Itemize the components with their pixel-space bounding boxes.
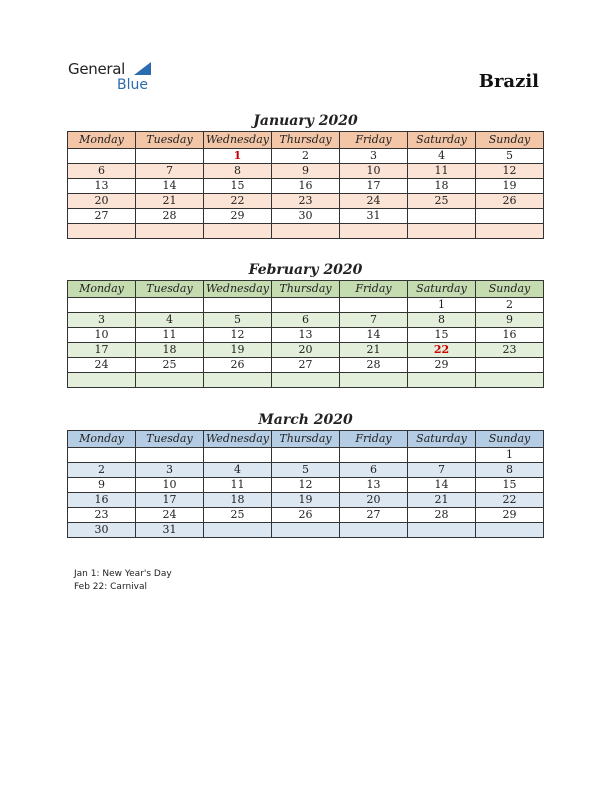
day-cell: 6	[272, 313, 340, 328]
empty-day-cell	[204, 373, 272, 388]
weekday-header: Thursday	[272, 281, 340, 298]
weekday-header: Wednesday	[204, 132, 272, 149]
week-row	[68, 179, 544, 194]
day-cell: 3	[136, 463, 204, 478]
empty-day-cell	[408, 448, 476, 463]
day-cell: 14	[408, 478, 476, 493]
week-row	[68, 224, 544, 239]
day-cell: 31	[340, 209, 408, 224]
empty-day-cell	[476, 523, 544, 538]
day-cell: 17	[136, 493, 204, 508]
day-cell: 10	[68, 328, 136, 343]
day-cell: 10	[136, 478, 204, 493]
day-cell: 18	[408, 179, 476, 194]
month-january	[67, 111, 544, 239]
day-cell: 31	[136, 523, 204, 538]
weekday-header: Friday	[340, 281, 408, 298]
day-cell: 15	[408, 328, 476, 343]
day-cell: 17	[340, 179, 408, 194]
holiday-day-cell: 22	[408, 343, 476, 358]
week-row	[68, 508, 544, 523]
day-cell: 18	[136, 343, 204, 358]
empty-day-cell	[68, 224, 136, 239]
weekday-header: Saturday	[408, 132, 476, 149]
day-cell: 24	[68, 358, 136, 373]
empty-day-cell	[204, 523, 272, 538]
country-title: Brazil	[478, 71, 539, 92]
empty-day-cell	[68, 149, 136, 164]
day-cell: 22	[476, 493, 544, 508]
day-cell: 6	[340, 463, 408, 478]
day-cell: 25	[136, 358, 204, 373]
day-cell: 5	[476, 149, 544, 164]
empty-day-cell	[340, 373, 408, 388]
day-cell: 8	[204, 164, 272, 179]
day-cell: 5	[204, 313, 272, 328]
day-cell: 23	[476, 343, 544, 358]
day-cell: 12	[204, 328, 272, 343]
weekday-header: Monday	[68, 281, 136, 298]
day-cell: 1	[408, 298, 476, 313]
day-cell: 4	[204, 463, 272, 478]
empty-day-cell	[272, 298, 340, 313]
calendar-grid	[67, 131, 544, 239]
empty-day-cell	[476, 373, 544, 388]
empty-day-cell	[272, 448, 340, 463]
day-cell: 20	[68, 194, 136, 209]
day-cell: 11	[136, 328, 204, 343]
day-cell: 9	[476, 313, 544, 328]
day-cell: 16	[476, 328, 544, 343]
day-cell: 12	[476, 164, 544, 179]
month-february	[67, 260, 544, 388]
week-row	[68, 313, 544, 328]
day-cell: 3	[68, 313, 136, 328]
day-cell: 8	[408, 313, 476, 328]
day-cell: 28	[340, 358, 408, 373]
week-row	[68, 358, 544, 373]
day-cell: 11	[408, 164, 476, 179]
week-row	[68, 298, 544, 313]
empty-day-cell	[476, 358, 544, 373]
weekday-header: Wednesday	[204, 281, 272, 298]
day-cell: 11	[204, 478, 272, 493]
week-row	[68, 194, 544, 209]
day-cell: 10	[340, 164, 408, 179]
week-row	[68, 493, 544, 508]
day-cell: 19	[204, 343, 272, 358]
day-cell: 14	[340, 328, 408, 343]
weekday-header: Wednesday	[204, 431, 272, 448]
day-cell: 18	[204, 493, 272, 508]
day-cell: 20	[272, 343, 340, 358]
empty-day-cell	[340, 298, 408, 313]
empty-day-cell	[476, 209, 544, 224]
calendar-grid	[67, 430, 544, 538]
empty-day-cell	[272, 523, 340, 538]
day-cell: 13	[340, 478, 408, 493]
weekday-header: Tuesday	[136, 281, 204, 298]
weekday-header: Friday	[340, 431, 408, 448]
holiday-notes	[74, 568, 172, 594]
day-cell: 21	[136, 194, 204, 209]
weekday-header: Saturday	[408, 281, 476, 298]
weekday-header: Monday	[68, 431, 136, 448]
calendar-grid	[67, 280, 544, 388]
logo-text-general: General	[68, 60, 126, 78]
empty-day-cell	[408, 224, 476, 239]
day-cell: 13	[68, 179, 136, 194]
day-cell: 5	[272, 463, 340, 478]
day-cell: 29	[204, 209, 272, 224]
empty-day-cell	[68, 373, 136, 388]
day-cell: 6	[68, 164, 136, 179]
weekday-header: Sunday	[476, 281, 544, 298]
weekday-header: Sunday	[476, 431, 544, 448]
month-title: February 2020	[248, 262, 363, 278]
day-cell: 19	[476, 179, 544, 194]
day-cell: 4	[408, 149, 476, 164]
weekday-header: Thursday	[272, 431, 340, 448]
day-cell: 9	[68, 478, 136, 493]
day-cell: 25	[204, 508, 272, 523]
empty-day-cell	[204, 224, 272, 239]
empty-day-cell	[204, 298, 272, 313]
day-cell: 27	[68, 209, 136, 224]
empty-day-cell	[68, 448, 136, 463]
week-row	[68, 343, 544, 358]
empty-day-cell	[340, 523, 408, 538]
empty-day-cell	[68, 298, 136, 313]
weekday-header: Tuesday	[136, 431, 204, 448]
day-cell: 26	[476, 194, 544, 209]
logo-triangle-icon	[134, 62, 151, 75]
empty-day-cell	[340, 224, 408, 239]
weekday-header: Friday	[340, 132, 408, 149]
holiday-note: Feb 22: Carnival	[74, 582, 148, 592]
day-cell: 24	[136, 508, 204, 523]
day-cell: 7	[408, 463, 476, 478]
day-cell: 24	[340, 194, 408, 209]
day-cell: 2	[476, 298, 544, 313]
month-march	[67, 410, 544, 538]
day-cell: 4	[136, 313, 204, 328]
empty-day-cell	[136, 373, 204, 388]
day-cell: 2	[272, 149, 340, 164]
day-cell: 21	[340, 343, 408, 358]
day-cell: 9	[272, 164, 340, 179]
day-cell: 1	[476, 448, 544, 463]
day-cell: 8	[476, 463, 544, 478]
empty-day-cell	[136, 448, 204, 463]
day-cell: 16	[68, 493, 136, 508]
empty-day-cell	[408, 523, 476, 538]
empty-day-cell	[476, 224, 544, 239]
week-row	[68, 373, 544, 388]
day-cell: 3	[340, 149, 408, 164]
day-cell: 15	[476, 478, 544, 493]
week-row	[68, 164, 544, 179]
day-cell: 22	[204, 194, 272, 209]
day-cell: 28	[408, 508, 476, 523]
day-cell: 12	[272, 478, 340, 493]
day-cell: 30	[68, 523, 136, 538]
generalblue-logo	[68, 60, 178, 96]
month-title: January 2020	[253, 113, 358, 129]
empty-day-cell	[408, 373, 476, 388]
weekday-header: Saturday	[408, 431, 476, 448]
empty-day-cell	[272, 373, 340, 388]
day-cell: 26	[204, 358, 272, 373]
day-cell: 29	[476, 508, 544, 523]
day-cell: 29	[408, 358, 476, 373]
empty-day-cell	[272, 224, 340, 239]
week-row	[68, 463, 544, 478]
day-cell: 23	[272, 194, 340, 209]
day-cell: 21	[408, 493, 476, 508]
day-cell: 27	[340, 508, 408, 523]
month-title: March 2020	[258, 412, 353, 428]
day-cell: 23	[68, 508, 136, 523]
empty-day-cell	[136, 298, 204, 313]
day-cell: 26	[272, 508, 340, 523]
day-cell: 14	[136, 179, 204, 194]
day-cell: 7	[136, 164, 204, 179]
day-cell: 16	[272, 179, 340, 194]
week-row	[68, 478, 544, 493]
day-cell: 27	[272, 358, 340, 373]
weekday-header: Monday	[68, 132, 136, 149]
day-cell: 2	[68, 463, 136, 478]
weekday-header: Sunday	[476, 132, 544, 149]
holiday-day-cell: 1	[204, 149, 272, 164]
empty-day-cell	[136, 224, 204, 239]
day-cell: 17	[68, 343, 136, 358]
weekday-header: Thursday	[272, 132, 340, 149]
day-cell: 15	[204, 179, 272, 194]
day-cell: 25	[408, 194, 476, 209]
week-row	[68, 448, 544, 463]
day-cell: 20	[340, 493, 408, 508]
empty-day-cell	[204, 448, 272, 463]
day-cell: 28	[136, 209, 204, 224]
weekday-header-row	[68, 132, 544, 149]
day-cell: 30	[272, 209, 340, 224]
empty-day-cell	[136, 149, 204, 164]
day-cell: 13	[272, 328, 340, 343]
holiday-note: Jan 1: New Year's Day	[74, 569, 172, 579]
logo-text-blue: Blue	[117, 77, 148, 93]
week-row	[68, 328, 544, 343]
empty-day-cell	[408, 209, 476, 224]
weekday-header: Tuesday	[136, 132, 204, 149]
day-cell: 19	[272, 493, 340, 508]
empty-day-cell	[340, 448, 408, 463]
week-row	[68, 149, 544, 164]
weekday-header-row	[68, 431, 544, 448]
day-cell: 7	[340, 313, 408, 328]
week-row	[68, 523, 544, 538]
week-row	[68, 209, 544, 224]
weekday-header-row	[68, 281, 544, 298]
